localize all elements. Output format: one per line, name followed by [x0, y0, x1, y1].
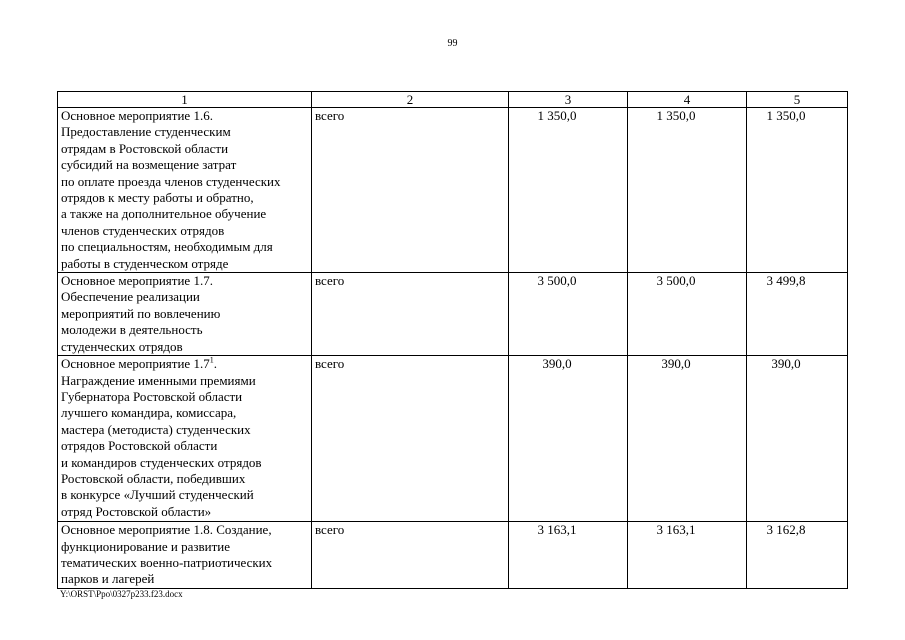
event-name-cell: Основное мероприятие 1.7. Обеспечение реализации мероприятий по вовлечению молодежи в деятельность студенческих отрядов — [58, 273, 312, 356]
funding-source-cell: всего — [312, 108, 509, 273]
footnote-mark: 1 — [209, 355, 214, 365]
event-name-cell: Основное мероприятие 1.6. Предоставление студенческим отрядам в Ростовской области субсидий на возмещение затрат по оплате проезда членов студенческих отрядов к месту работы и обратно, а также на дополнительное обучение членов студенческих отрядов по специальностям, необходимым для работы в студенческом отряде — [58, 108, 312, 273]
budget-table — [57, 91, 848, 589]
column-header-3: 3 — [509, 92, 628, 108]
funding-source-cell: всего — [312, 522, 509, 589]
table-row — [58, 356, 848, 522]
value-cell-col3: 3 163,1 — [509, 522, 628, 589]
value-cell-col4: 3 500,0 — [628, 273, 747, 356]
column-header-4: 4 — [628, 92, 747, 108]
table-row — [58, 108, 848, 273]
column-header-5: 5 — [747, 92, 848, 108]
funding-source-cell: всего — [312, 356, 509, 522]
table-row — [58, 273, 848, 356]
value-cell-col4: 390,0 — [628, 356, 747, 522]
footer-file-path: Y:\ORST\Ppo\0327p233.f23.docx — [60, 589, 183, 599]
value-cell-col5: 390,0 — [747, 356, 848, 522]
event-name-cell: Основное мероприятие 1.8. Создание, функционирование и развитие тематических военно-патриотических парков и лагерей — [58, 522, 312, 589]
event-name-suffix: . Награждение именными премиями Губернатора Ростовской области лучшего командира, комиссара, мастера (методиста) студенческих отрядов Ростовской области и командиров студенческих отрядов Ростовской области, победивших в конкурсе «Лучший студенческий отряд Ростовской области» — [61, 356, 262, 519]
column-header-1: 1 — [58, 92, 312, 108]
value-cell-col3: 1 350,0 — [509, 108, 628, 273]
value-cell-col3: 3 500,0 — [509, 273, 628, 356]
table-row — [58, 522, 848, 589]
value-cell-col3: 390,0 — [509, 356, 628, 522]
event-name-prefix: Основное мероприятие 1.7 — [61, 356, 210, 372]
value-cell-col4: 1 350,0 — [628, 108, 747, 273]
event-name-cell — [58, 356, 312, 522]
value-cell-col5: 3 499,8 — [747, 273, 848, 356]
funding-source-cell: всего — [312, 273, 509, 356]
value-cell-col5: 3 162,8 — [747, 522, 848, 589]
value-cell-col4: 3 163,1 — [628, 522, 747, 589]
table-header-row — [58, 92, 848, 108]
value-cell-col5: 1 350,0 — [747, 108, 848, 273]
page-number: 99 — [447, 38, 458, 49]
column-header-2: 2 — [312, 92, 509, 108]
